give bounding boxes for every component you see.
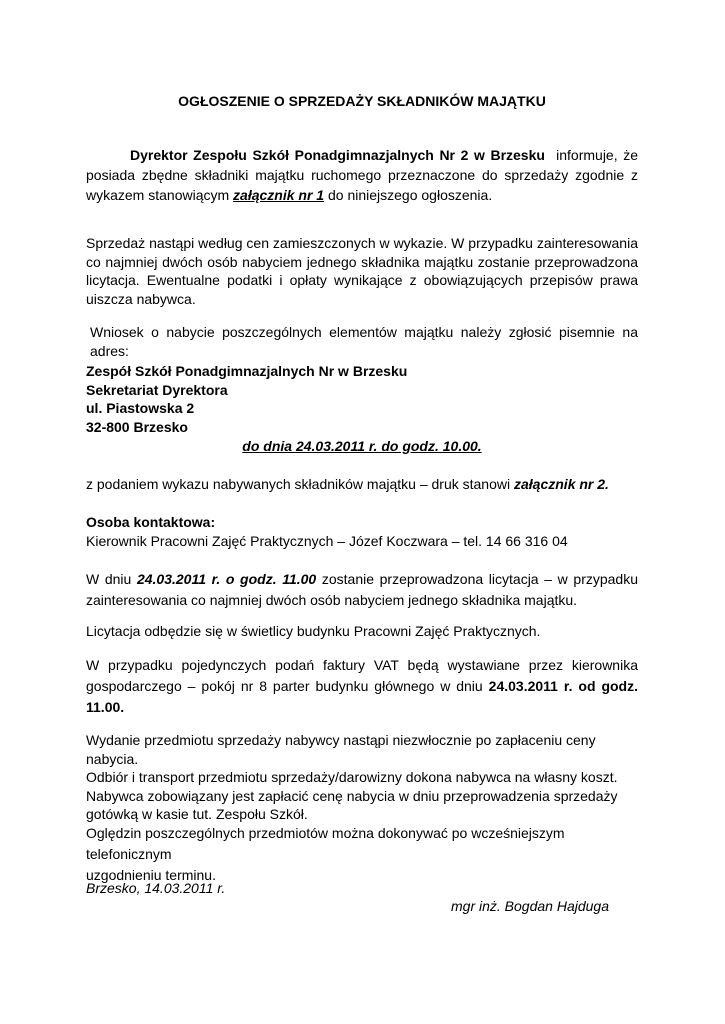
attachment-2-reference: załącznik nr 2. xyxy=(514,476,609,492)
delivery-line: Odbiór i transport przedmiotu sprzedaży/darowizny dokona nabywca na własny koszt. xyxy=(86,769,618,785)
address-line: 32-800 Brzesko xyxy=(86,418,188,435)
delivery-line: gotówką w kasie tut. Zespołu Szkół. xyxy=(86,806,308,822)
contact-heading: Osoba kontaktowa: xyxy=(86,514,216,530)
delivery-block xyxy=(86,731,638,824)
auction-prefix: W dniu xyxy=(86,571,132,587)
attachment-1-reference: załącznik nr 1 xyxy=(233,187,325,203)
intro-text: informuje, że posiada zbędne składniki majątku ruchomego przeznaczone do sprzedaży zgodnie z wykazem stanowiącym xyxy=(86,147,638,203)
deadline: do dnia 24.03.2011 r. do godz. 10.00. xyxy=(242,438,482,454)
inspection-line: uzgodnieniu terminu. xyxy=(86,867,216,883)
inspection-block xyxy=(86,823,638,886)
contact-block xyxy=(86,513,638,550)
address-block xyxy=(86,362,638,436)
sale-terms-paragraph: Sprzedaż nastąpi według cen zamieszczonych w wykazie. W przypadku zainteresowania co najmniej dwóch osób nabyciem jednego składnika majątku zostanie przeprowadzona licytacja. Ewentualne podatki i opłaty wynikające z obowiązujących przepisów prawa uiszcza nabywca. xyxy=(86,235,638,307)
address-line: Zespół Szkół Ponadgimnazjalnych Nr w Brzesku xyxy=(86,363,408,379)
inspection-line: Oględzin poszczególnych przedmiotów można dokonywać po wcześniejszym telefonicznym xyxy=(86,825,565,862)
delivery-line: Nabywca zobowiązany jest zapłacić cenę nabycia w dniu przeprowadzenia sprzedaży xyxy=(86,787,618,804)
address-line: Sekretariat Dyrektora xyxy=(86,381,228,398)
auction-text: zostanie przeprowadzona licytacja – w przypadku zainteresowania co najmniej dwóch osób nabyciem jednego składnika majątku. xyxy=(86,571,638,608)
signature: mgr inż. Bogdan Hajduga xyxy=(451,898,609,914)
place-and-date: Brzesko, 14.03.2011 r. xyxy=(86,880,226,896)
list-note-text: z podaniem wykazu nabywanych składników majątku – druk stanowi xyxy=(86,476,511,492)
page-title: OGŁOSZENIE O SPRZEDAŻY SKŁADNIKÓW MAJĄTKU xyxy=(178,93,546,109)
application-intro: Wniosek o nabycie poszczególnych elementów majątku należy zgłosić pisemnie na adres: xyxy=(90,324,638,359)
invoice-text: W przypadku pojedynczych podań faktury VAT będą wystawiane przez kierownika gospodarczego – pokój nr 8 parter budynku głównego w dniu xyxy=(86,657,638,694)
issuer-name: Dyrektor Zespołu Szkół Ponadgimnazjalnych Nr 2 w Brzesku xyxy=(130,147,545,163)
list-note xyxy=(86,475,638,494)
intro-paragraph xyxy=(86,145,638,205)
delivery-line: Wydanie przedmiotu sprzedaży nabywcy nastąpi niezwłocznie po zapłaceniu ceny nabycia. xyxy=(86,732,596,767)
contact-line: Kierownik Pracowni Zajęć Praktycznych – Józef Koczwara – tel. 14 66 316 04 xyxy=(86,532,568,549)
invoice-paragraph xyxy=(86,655,638,718)
address-line: ul. Piastowska 2 xyxy=(86,400,195,416)
intro-text-end: do niniejszego ogłoszenia. xyxy=(327,187,493,203)
auction-place: Licytacja odbędzie się w świetlicy budynku Pracowni Zajęć Praktycznych. xyxy=(86,623,541,639)
invoice-date: 24.03.2011 r. od godz. 11.00. xyxy=(86,678,639,715)
auction-date: 24.03.2011 r. o godz. 11.00 xyxy=(136,571,317,587)
auction-paragraph xyxy=(86,569,638,611)
